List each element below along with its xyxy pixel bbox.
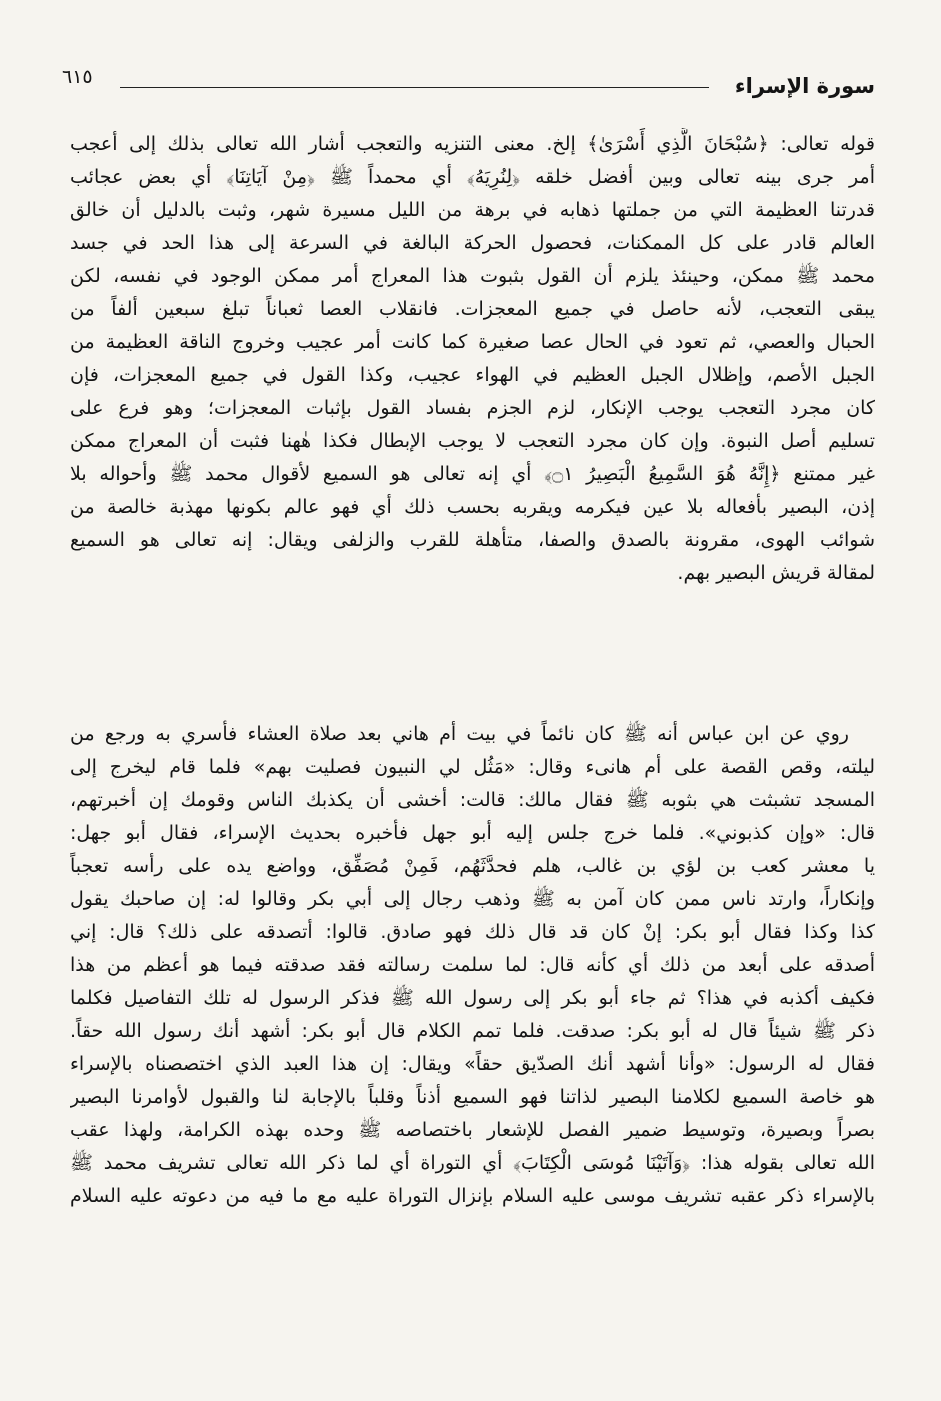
- text-line: يبقى التعجب، لأنه حاصل في جميع المعجزات. فانقلاب العصا ثعباناً تبلغ سبعين ألفاً من: [70, 298, 875, 320]
- text-line: إذن، البصير بأفعاله بلا عين فيكرمه ويقربه بحسب ذلك أي فهو عالم بكونها مهذبة خالصة من: [70, 496, 875, 518]
- text-line: محمد ﷺ ممكن، وحينئذ يلزم أن القول بثبوت هذا المعراج أمر ممكن الوجود في نفسه، لكن: [70, 265, 875, 287]
- text-line: لمقالة قريش البصير بهم.: [677, 562, 875, 584]
- text-line: بصراً وبصيرة، وتوسيط ضمير الفصل للإشعار باختصاصه ﷺ وحده بهذه الكرامة، ولهذا عقب: [70, 1119, 875, 1141]
- page-header: [62, 58, 875, 98]
- text-line: فكيف أكذبه في هذا؟ ثم جاء أبو بكر إلى رسول الله ﷺ فذكر الرسول له تلك التفاصيل فكلما: [70, 987, 875, 1009]
- text-line: الله تعالى بقوله هذا: ﴿وَآتَيْنَا مُوسَى الْكِتَابَ﴾ أي التوراة أي لما ذكر الله تعالى تشريف محمد ﷺ: [70, 1152, 875, 1174]
- text-line: هو خاصة السميع لكلامنا البصير لذاتنا فهو السميع أذناً وقلباً بالإجابة لنا والقبول لأوامرنا البصير: [70, 1086, 875, 1108]
- text-line: قال: «وإن كذبوني». فلما خرج جلس إليه أبو جهل فأخبره بحديث الإسراء، فقال أبو جهل:: [70, 822, 875, 844]
- header-rule: [120, 87, 709, 88]
- text-line: الجبل الأصم، وإظلال الجبل العظيم في الهواء عجيب، وكذا القول في جميع المعجزات، فإن: [70, 364, 875, 386]
- text-line: كان مجرد التعجب يوجب الإنكار، لزم الجزم بفساد القول بإثبات المعجزات؛ وهو فرع على: [70, 397, 875, 419]
- surah-title: سورة الإسراء: [734, 74, 875, 98]
- text-line: تسليم أصل النبوة. وإن كان مجرد التعجب لا يوجب الإبطال فكذا هٰهنا فثبت أن المعراج ممكن: [70, 430, 875, 452]
- text-line: شوائب الهوى، مقرونة بالصدق والصفا، متأهلة للقرب والزلفى ويقال: إنه تعالى هو السميع: [70, 529, 875, 551]
- text-line: ليلته، وقص القصة على أم هانىء وقال: «مَثُل لي النبيون فصليت بهم» فلما قام ليخرج إلى: [70, 756, 875, 778]
- text-line: قوله تعالى: ﴿سُبْحَانَ الَّذِي أَسْرَىٰ﴾ إلخ. معنى التنزيه والتعجب أشار الله تعالى بذلك إلى أعجب: [70, 133, 875, 155]
- text-line: ذكر ﷺ شيئاً قال له أبو بكر: صدقت. فلما تمم الكلام قال أبو بكر: أشهد أنك رسول الله حقاً.: [70, 1020, 875, 1042]
- paragraph-narration: [70, 718, 875, 1213]
- text-line: كذا وكذا فقال أبو بكر: إنْ كان قد قال ذلك فهو صادق. قالوا: أتصدقه على ذلك؟ قال: إني: [70, 921, 875, 943]
- text-line: العالم قادر على كل الممكنات، فحصول الحركة البالغة في السرعة إلى هذا الحد في جسد: [70, 232, 875, 254]
- page-number: ٦١٥: [62, 66, 93, 88]
- text-line: يا معشر كعب بن لؤي بن غالب، هلم فحدَّثَهُم، فَمِنْ مُصَفِّق، وواضع يده على رأسه تعجباً: [70, 855, 875, 877]
- text-line: الحبال والعصي، ثم تعود في الحال عصا صغيرة كما كانت أمر عجيب وخروج الناقة العظيمة من: [70, 331, 875, 353]
- text-line: غير ممتنع ﴿إِنَّهُ هُوَ السَّمِيعُ الْبَصِيرُ ۝١﴾ أي إنه تعالى هو السميع لأقوال محمد ﷺ وأحواله بلا: [70, 463, 875, 485]
- paragraph-commentary: [70, 128, 875, 590]
- text-line: بالإسراء ذكر عقبه تشريف موسى عليه السلام بإنزال التوراة عليه مع ما فيه من دعوته عليه السلام: [70, 1185, 875, 1207]
- text-line: أصدقه على أبعد من ذلك أي كأنه قال: لما سلمت رسالته فقد صدقته فيما هو أعظم من هذا: [70, 954, 875, 976]
- text-line: فقال له الرسول: «وأنا أشهد أنك الصدّيق حقاً» ويقال: إن هذا العبد الذي اختصصناه بالإسراء: [70, 1053, 875, 1075]
- text-line: روي عن ابن عباس أنه ﷺ كان نائماً في بيت أم هاني بعد صلاة العشاء فأسري به ورجع من: [70, 723, 849, 745]
- text-line: قدرتنا العظيمة التي من جملتها ذهابه في برهة من الليل مسيرة شهر، وثبت بالدليل أن خالق: [70, 199, 875, 221]
- text-line: وإنكاراً، وارتد ناس ممن كان آمن به ﷺ وذهب رجال إلى أبي بكر وقالوا له: إن صاحبك يقول: [70, 888, 875, 910]
- text-line: المسجد تشبثت هي بثوبه ﷺ فقال مالك: قالت: أخشى أن يكذبك الناس وقومك إن أخبرتهم،: [70, 789, 875, 811]
- text-line: أمر جرى بينه تعالى وبين أفضل خلقه ﴿لِنُرِيَهُ﴾ أي محمداً ﷺ ﴿مِنْ آيَاتِنَا﴾ أي بعض عجائب: [70, 166, 875, 188]
